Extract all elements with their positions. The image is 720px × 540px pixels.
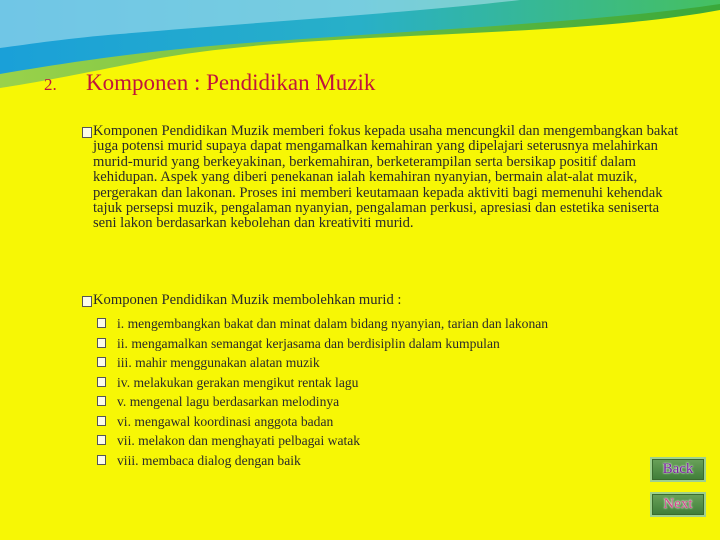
paragraph-description (62, 124, 682, 232)
list-item (97, 353, 548, 373)
section-number: 2. (44, 75, 57, 94)
list-item-text: vi. mengawal koordinasi anggota badan (117, 413, 334, 429)
list-item-text: iii. mahir menggunakan alatan muzik (117, 355, 320, 370)
list-item-text: v. mengenal lagu berdasarkan melodinya (117, 394, 340, 409)
next-button[interactable]: Next (650, 492, 706, 517)
square-bullet-icon (97, 396, 106, 406)
square-bullet-icon (82, 296, 92, 307)
list-item-text: i. mengembangkan bakat dan minat dalam bidang nyanyian, tarian dan lakonan (117, 316, 549, 331)
list-item (97, 412, 548, 432)
square-bullet-icon (97, 318, 106, 328)
list-item (97, 451, 548, 471)
square-bullet-icon (97, 357, 106, 367)
slide-title: Komponen : Pendidikan Muzik (86, 70, 376, 95)
list-item-text: viii. membaca dialog dengan baik (117, 452, 301, 468)
list-item (97, 392, 548, 412)
list-item-text: iv. melakukan gerakan mengikut rentak lagu (117, 374, 359, 390)
square-bullet-icon (82, 127, 92, 138)
paragraph-objectives-intro (62, 293, 682, 308)
list-item (97, 334, 548, 354)
objectives-list (97, 314, 548, 470)
square-bullet-icon (97, 455, 106, 465)
paragraph-text: Komponen Pendidikan Muzik memberi fokus kepada usaha mencungkil dan mengembangkan bakat juga potensi murid supaya dapat mengamalkan kemahiran yang dipelajari seterusnya melahirkan murid-murid yang berkeyakinan, berkemahiran, berketerampilan serta bersikap positif dalam kehidupan. Aspek yang diberi penekanan ialah kemahiran nyanyian, bermain alat-alat muzik, pergerakan dan lakonan. Proses ini memberi keutamaan kepada aktiviti bagi memenuhi kehendak tajuk persepsi muzik, pengalaman nyanyian, pengalaman perkusi, apresiasi dan estetika seniserta seni lakon berdasarkan kebolehan dan kreativiti murid. (93, 123, 679, 232)
square-bullet-icon (97, 377, 106, 387)
list-item-text: ii. mengamalkan semangat kerjasama dan berdisiplin dalam kumpulan (117, 335, 500, 351)
square-bullet-icon (97, 416, 106, 426)
list-item-text: vii. melakon dan menghayati pelbagai watak (117, 433, 361, 448)
square-bullet-icon (97, 338, 106, 348)
list-item (97, 314, 548, 334)
back-button[interactable]: Back (650, 457, 706, 482)
list-item (97, 431, 548, 451)
square-bullet-icon (97, 435, 106, 445)
paragraph-text: Komponen Pendidikan Muzik membolehkan murid : (93, 292, 402, 308)
list-item (97, 373, 548, 393)
